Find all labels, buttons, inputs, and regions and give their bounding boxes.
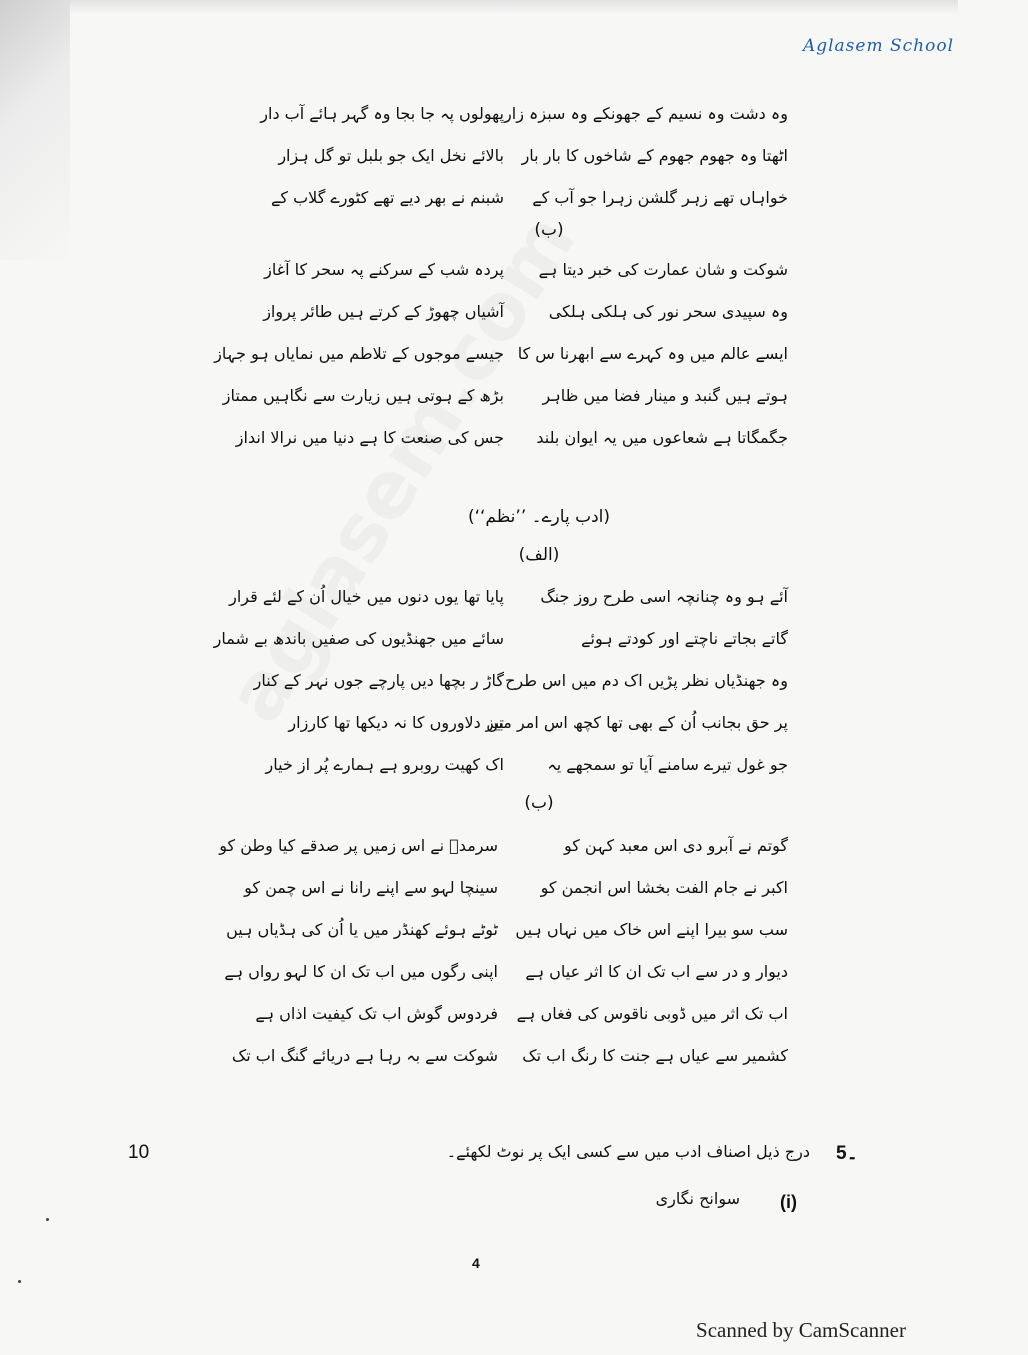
option-number: (i) bbox=[780, 1192, 797, 1212]
verse-line: سب سو بیرا اپنے اس خاک میں نہاں ہیں bbox=[515, 920, 788, 939]
question-text: درج ذیل اصناف ادب میں سے کسی ایک پر نوٹ لکھئے۔ bbox=[446, 1142, 810, 1161]
scan-corner-shadow bbox=[0, 0, 70, 260]
option-text: سوانح نگاری bbox=[655, 1189, 740, 1208]
verse-line: جو غول تیرے سامنے آیا تو سمجھے یہ bbox=[547, 755, 788, 774]
verse-line: کشمیر سے عیاں ہے جنت کا رنگ اب تک bbox=[522, 1046, 788, 1065]
verse-line: خواہاں تھے زہر گلشن زہرا جو آب کے bbox=[532, 188, 788, 207]
verse-line: بالائے نخل ایک جو بلبل تو گل ہزار bbox=[278, 146, 504, 165]
site-watermark: Aglasem School bbox=[802, 36, 954, 56]
section-heading-b: (ب) bbox=[534, 220, 564, 240]
verse-line: اٹھتا وہ جھوم جھوم کے شاخوں کا بار بار bbox=[521, 146, 788, 165]
section-heading-alif: (الف) bbox=[518, 545, 560, 565]
verse-line: شبنم نے بھر دیے تھے کٹورے گلاب کے bbox=[271, 188, 504, 207]
verse-line: اک کھیت روبرو ہے ہمارے پُر از خیار bbox=[265, 755, 504, 774]
verse-line: ہوتے ہیں گنبد و مینار فضا میں ظاہر bbox=[542, 386, 788, 405]
verse-line: سرمدؔ نے اس زمیں پر صدقے کیا وطن کو bbox=[219, 836, 498, 855]
verse-line: گوتم نے آبرو دی اس معبد کہن کو bbox=[563, 836, 788, 855]
poem1-right-column bbox=[504, 104, 788, 230]
verse-line: فردوس گوش اب تک کیفیت اذاں ہے bbox=[255, 1004, 498, 1023]
scan-edge-shadow bbox=[0, 0, 958, 14]
verse-line: جس کی صنعت کا ہے دنیا میں نرالا انداز bbox=[235, 428, 504, 447]
poem3-right-column bbox=[486, 587, 788, 797]
poem4-left-column bbox=[219, 836, 498, 1088]
scan-speck bbox=[46, 1218, 49, 1221]
verse-line: آشیاں چھوڑ کے کرتے ہیں طائر پرواز bbox=[263, 302, 504, 321]
verse-line: شوکت سے بہ رہا ہے دریائے گنگ اب تک bbox=[231, 1046, 498, 1065]
verse-line: پھولوں پہ جا بجا وہ گہر ہائے آب دار bbox=[260, 104, 504, 123]
verse-line: دیوار و در سے اب تک ان کا اثر عیاں ہے bbox=[525, 962, 788, 981]
verse-line: شوکت و شان عمارت کی خبر دیتا ہے bbox=[538, 260, 788, 279]
verse-line: پایا تھا یوں دنوں میں خیال اُن کے لئے قرار bbox=[229, 587, 504, 606]
verse-line: وہ جھنڈیاں نظر پڑیں اک دم میں اس طرح bbox=[505, 671, 788, 690]
verse-line: جگمگاتا ہے شعاعوں میں یہ ایوان بلند bbox=[536, 428, 788, 447]
verse-line: سینچا لہو سے اپنے رانا نے اس چمن کو bbox=[244, 878, 498, 897]
section-heading-b: (ب) bbox=[524, 793, 554, 813]
verse-line: وہ دشت وہ نسیم کے جھونکے وہ سبزہ زار bbox=[504, 104, 788, 123]
verse-line: پردہ شب کے سرکنے پہ سحر کا آغاز bbox=[264, 260, 504, 279]
verse-line: تیز دلاوروں کا نہ دیکھا تھا کارزار bbox=[288, 713, 504, 732]
scan-speck bbox=[18, 1280, 21, 1283]
question-marks: 10 bbox=[128, 1142, 150, 1163]
verse-line: گاڑ ر بچھا دیں پارچے جوں نہر کے کنار bbox=[253, 671, 504, 690]
poem3-left-column bbox=[213, 587, 504, 797]
verse-line: اپنی رگوں میں اب تک ان کا لہو رواں ہے bbox=[224, 962, 498, 981]
verse-line: وہ سپیدی سحر نور کی ہلکی ہلکی bbox=[548, 302, 788, 321]
scanner-footer: Scanned by CamScanner bbox=[696, 1318, 906, 1342]
poem1-left-column bbox=[260, 104, 504, 230]
verse-line: جیسے موجوں کے تلاطم میں نمایاں ہو جہاز bbox=[214, 344, 504, 363]
poem4-right-column bbox=[515, 836, 788, 1088]
verse-line: پر حق بجانب اُن کے بھی تھا کچھ اس امر میں bbox=[486, 713, 788, 732]
verse-line: اکبر نے جام الفت بخشا اس انجمن کو bbox=[540, 878, 788, 897]
verse-line: ٹوٹے ہوئے کھنڈر میں یا اُن کی ہڈیاں ہیں bbox=[226, 920, 498, 939]
verse-line: آئے ہو وہ چنانچہ اسی طرح روز جنگ bbox=[540, 587, 788, 606]
verse-line: ایسے عالم میں وہ کہرے سے ابھرنا س کا bbox=[517, 344, 788, 363]
verse-line: سائے میں جھنڈیوں کی صفیں باندھ بے شمار bbox=[213, 629, 504, 648]
page-number: 4 bbox=[472, 1255, 480, 1271]
poem2-right-column bbox=[517, 260, 788, 470]
verse-line: بڑھ کے ہوتی ہیں زیارت سے نگاہیں ممتاز bbox=[222, 386, 504, 405]
poem2-left-column bbox=[214, 260, 504, 470]
verse-line: اب تک اثر میں ڈوبی ناقوس کی فغاں ہے bbox=[516, 1004, 788, 1023]
nazm-title: (ادب پارے۔ ’’نظم‘‘) bbox=[467, 507, 611, 527]
question-number: 5۔ bbox=[836, 1143, 858, 1164]
verse-line: گاتے بجاتے ناچتے اور کودتے ہوئے bbox=[581, 629, 788, 648]
